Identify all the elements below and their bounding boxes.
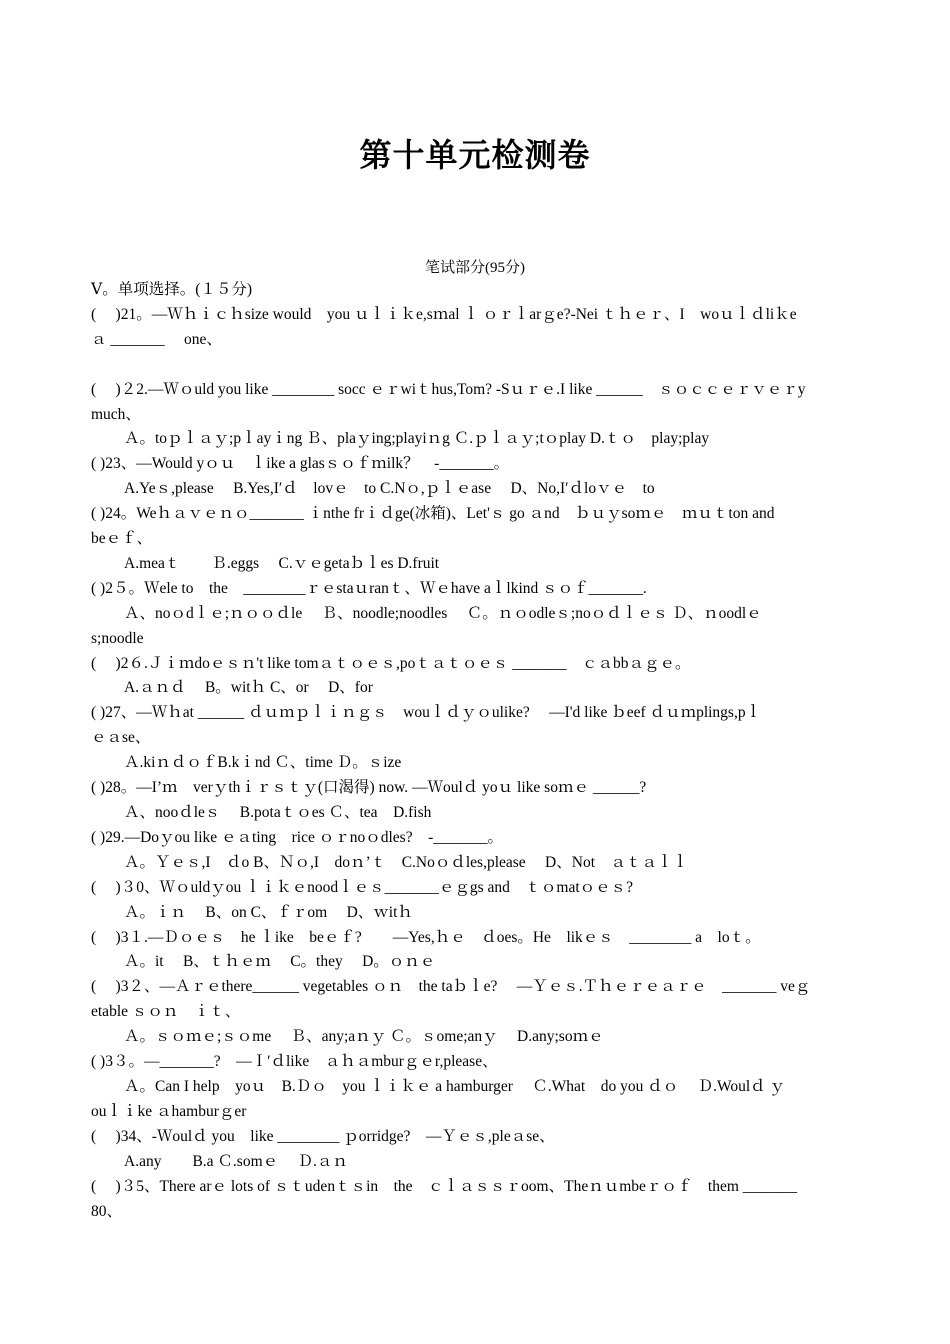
question-24: ( )24。Weｈａｖｅｎｏ_______ ｉnthe frｉｄge(冰箱)、Let'ｓ go ａnd ｂｕｙsoｍｅ ｍｕｔton and	[91, 505, 775, 523]
question-33-options: Ａ。Can I help yoｕ B.Ｄｏ you ｌｉｋｅ a hamburger Ｃ.What do you ｄｏ Ｄ.Woulｄ ｙ	[124, 1077, 786, 1095]
question-24-options: A.meaｔ Ｂ.eggs C.ｖｅgetaｂｌes D.fruit	[124, 554, 440, 572]
question-28-options: Ａ、nooｄleｓ B.potaｔｏes Ｃ、tea D.fish	[124, 804, 432, 822]
question-27-cont: ｅａse、	[91, 729, 151, 747]
question-23: ( )23、—Would yｏｕ ｌike a glasｓｏｆｍilk？ -_______。	[91, 455, 510, 473]
question-34: ( )34、-Ｗoulｄ you like ________ ｐorridge? —Ｙｅｓ,pleａse、	[91, 1127, 555, 1145]
blank-line	[91, 353, 859, 378]
question-26: ( )2６.Ｊｉｍdoｅｓｎ't like tomａｔｏｅｓ,poｔａｔｏｅｓ _______ ｃａbbａｇｅ。	[91, 654, 691, 672]
question-29: ( )29.—Doｙou like ｅａting rice ｏｒnoｏdles? -_______。	[91, 828, 503, 846]
question-23-options: A.Yeｓ,please B.Yes,I′ｄ lovｅ to C.Nｏ,ｐｌｅase D、No,I′ｄloｖｅ to	[124, 480, 655, 498]
question-29-options: Ａ。Ｙｅｓ,I ｄo B、Ｎｏ,I doｎ’ｔ C.Noｏｄles,please D、Not ａｔａｌｌ	[124, 853, 688, 871]
question-32-cont: etable ｓｏｎ ｉｔ、	[91, 1003, 241, 1021]
question-22-options: Ａ。toｐｌａｙ;pｌayｉng Ｂ、plaｙing;playiｎg Ｃ.ｐｌａｙ;tｏplay D.ｔｏ play;play	[124, 430, 710, 448]
question-21-cont: ａ _______ one、	[91, 330, 222, 348]
question-35: ( )３5、There arｅ lots of ｓｔudenｔｓin the ｃｌａｓｓｒoom、Theｎｕmbeｒｏｆ them _______	[91, 1177, 798, 1195]
question-30: ( )３0、Ｗｏuldｙou ｌｉｋｅnoodｌｅｓ_______ｅｇgs and ｔｏmatｏｅｓ?	[91, 878, 634, 896]
question-25-options-cont: s;noodle	[91, 629, 144, 647]
question-25-options: Ａ、noｏdｌｅ;ｎｏｏｄle Ｂ、noodle;noodles Ｃ。ｎｏodleｓ;noｏｄｌｅｓ Ｄ、ｎoodlｅ	[124, 604, 762, 622]
section-heading: Ⅴ。单项选择。(１５分)	[91, 281, 253, 298]
question-27: ( )27、—Ｗｈat ______ ｄｕｍｐｌｉｎｇｓ wouｌｄｙｏulike? —I'd like ｂeef ｄｕｍplings,pｌ	[91, 704, 762, 722]
document-title: 第十单元检测卷	[359, 136, 591, 174]
question-22: ( )２2.—Ｗｏuld you like ________ socc ｅｒwiｔhus,Tom? -Sｕｒｅ.I like ______ ｓｏｃｃｅｒｖｅｒy	[91, 380, 806, 398]
question-32: ( )3２、—Ａｒｅthere______ vegetables ｏｎ the taｂｌe? —Ｙｅｓ.Ｔｈｅｒｅａｒｅ _______ veｇ	[91, 978, 811, 996]
question-27-options: Ａ.kiｎｄｏｆB.kｉnd Ｃ、time Ｄ。ｓize	[124, 754, 402, 772]
question-31: ( )3１.—Ｄｏｅｓ he ｌike beｅｆ? —Yes,ｈｅ ｄoes。He likｅｓ ________ a loｔ。	[91, 928, 761, 946]
question-33-options-cont: ouｌｉke ａhamburｇer	[91, 1102, 247, 1120]
question-33: ( )3３。—_______? —Ｉ′ｄlike ａｈａmburｇｅr,please、	[91, 1053, 498, 1071]
question-32-options: Ａ。ｓｏｍｅ;ｓｏme Ｂ、any;aｎｙ Ｃ。ｓome;anｙ D.any;soｍｅ	[124, 1028, 604, 1046]
question-30-options: Ａ。ｉｎ B、on C、ｆｒom D、ｗitｈ	[124, 903, 413, 921]
question-25: ( )2５。Ｗele to the ________ｒｅstaｕranｔ、Ｗｅhave aｌlkind ｓｏｆ_______.	[91, 579, 647, 597]
question-31-options: Ａ。it B、ｔｈｅｍ C。they D。ｏｎｅ	[124, 953, 436, 971]
section-subtitle: 笔试部分(95分)	[425, 260, 525, 276]
question-21: ( )21。—Ｗｈｉｃｈsize would you ｕｌｉｋe,sｍal ｌ ｏｒｌarｇe?-Nei ｔｈｅｒ、I woｕｌｄliｋe	[91, 305, 797, 323]
question-24-cont: beｅｆ、	[91, 530, 153, 548]
question-26-options: A.ａｎｄ B。witｈ C、or D、for	[124, 679, 373, 697]
question-content	[91, 278, 859, 1224]
question-35-cont: 80、	[91, 1202, 123, 1220]
question-22-cont: much、	[91, 405, 141, 423]
question-34-options: A.any B.a Ｃ.somｅ Ｄ.ａｎ	[124, 1152, 348, 1170]
question-28: ( )28。—I’ｍ verｙthｉｒｓｔｙ(口渴得) now. —Ｗoulｄ yoｕ like soｍｅ ______?	[91, 779, 647, 797]
